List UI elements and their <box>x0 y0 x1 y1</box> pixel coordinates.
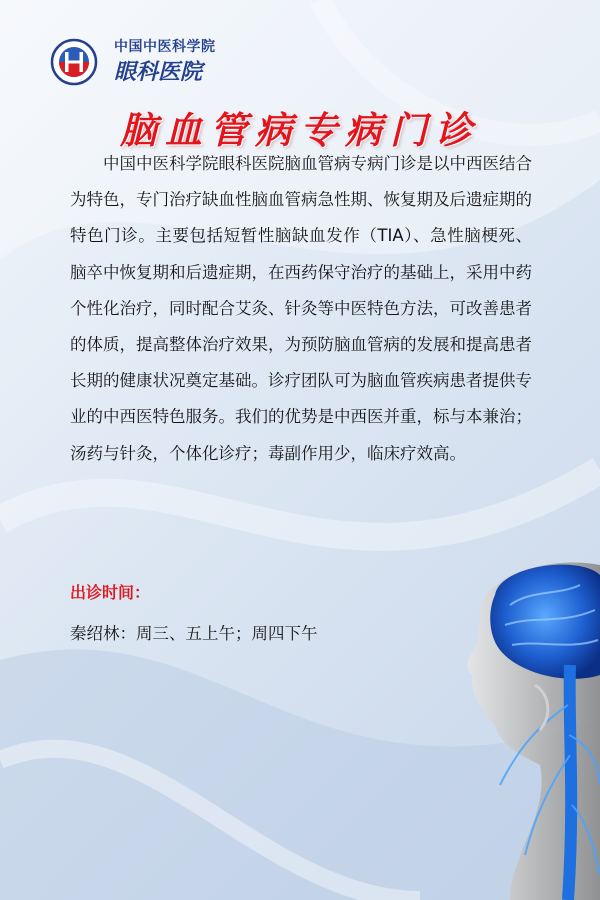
brain-head-illustration-icon <box>440 555 600 900</box>
hospital-logo-icon <box>44 38 104 86</box>
clinic-hours-label: 出诊时间： <box>70 583 151 602</box>
clinic-hours-entry: 秦绍林：周三、五上午；周四下午 <box>70 624 318 643</box>
clinic-description: 中国中医科学院眼科医院脑血管病专病门诊是以中西医结合为特色，专门治疗缺血性脑血管病急性期、恢复期及后遗症期的特色门诊。主要包括短暂性脑缺血发作（TIA）、急性脑梗死、脑卒中恢复期和后遗症期，在西药保守治疗的基础上，采用中药个性化治疗，同时配合艾灸、针灸等中医特色方法，可改善患者的体质，提高整体治疗效果，为预防脑血管病的发展和提高患者长期的健康状况奠定基础。诊疗团队可为脑血管疾病患者提供专业的中西医特色服务。我们的优势是中西医并重，标与本兼治；汤药与针灸，个体化诊疗；毒副作用少，临床疗效高。 <box>70 154 532 463</box>
institution-name: 中国中医科学院 <box>114 39 216 55</box>
hospital-name: 眼科医院 <box>114 60 203 85</box>
page-title: 脑血管病专病门诊 <box>120 108 480 152</box>
